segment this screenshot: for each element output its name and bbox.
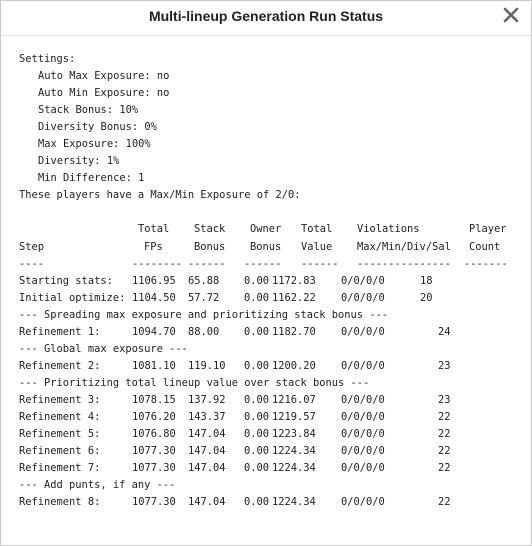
table-header-bottom bbox=[19, 239, 521, 256]
cell-violations: 0/0/0/0 bbox=[341, 274, 385, 287]
cell-stack-bonus: 57.72 bbox=[188, 291, 220, 304]
setting-diversity-bonus: Diversity Bonus: 0% bbox=[38, 121, 157, 134]
header-stack-bonus: Bonus bbox=[194, 240, 226, 253]
cell-total-value: 1216.07 bbox=[272, 393, 316, 406]
section-divider: --- Spreading max exposure and prioritizing stack bonus --- bbox=[19, 308, 389, 321]
cell-player-count: 22 bbox=[438, 462, 451, 475]
run-status-log bbox=[19, 51, 521, 545]
table-row bbox=[19, 358, 521, 375]
header-top-total: Total bbox=[138, 223, 170, 236]
header-top-stack: Stack bbox=[194, 223, 226, 236]
cell-owner-bonus: 0.00 bbox=[244, 428, 270, 441]
setting-auto-max-exposure: Auto Max Exposure: no bbox=[38, 70, 170, 83]
header-top-total-value: Total bbox=[301, 223, 333, 236]
setting-min-difference: Min Difference: 1 bbox=[38, 172, 145, 185]
close-button[interactable] bbox=[503, 7, 519, 23]
header-top-player: Player bbox=[469, 223, 507, 236]
table-row bbox=[19, 409, 521, 426]
table-row bbox=[19, 273, 521, 290]
table-header-top bbox=[19, 221, 521, 238]
cell-total-value: 1224.34 bbox=[272, 496, 316, 509]
cell-player-count: 24 bbox=[438, 325, 451, 338]
section-divider: --- Global max exposure --- bbox=[19, 342, 188, 355]
cell-total-value: 1200.20 bbox=[272, 359, 316, 372]
cell-violations: 0/0/0/0 bbox=[341, 325, 385, 338]
cell-violations: 0/0/0/0 bbox=[341, 393, 385, 406]
cell-step: Refinement 7: bbox=[19, 462, 101, 475]
header-top-violations: Violations bbox=[357, 223, 420, 236]
cell-step: Refinement 8: bbox=[19, 496, 101, 509]
cell-violations: 0/0/0/0 bbox=[341, 445, 385, 458]
header-top-owner: Owner bbox=[250, 223, 282, 236]
table-row bbox=[19, 392, 521, 409]
setting-max-exposure: Max Exposure: 100% bbox=[38, 138, 151, 151]
cell-player-count: 22 bbox=[438, 445, 451, 458]
cell-fps: 1077.30 bbox=[132, 445, 176, 458]
dialog-title: Multi-lineup Generation Run Status bbox=[148, 8, 384, 24]
table-divider bbox=[19, 256, 521, 273]
section-divider: --- Add punts, if any --- bbox=[19, 479, 176, 492]
header-value: Value bbox=[301, 240, 333, 253]
cell-stack-bonus: 65.88 bbox=[188, 274, 220, 287]
cell-owner-bonus: 0.00 bbox=[244, 359, 270, 372]
cell-owner-bonus: 0.00 bbox=[244, 445, 270, 458]
cell-owner-bonus: 0.00 bbox=[244, 291, 270, 304]
cell-fps: 1077.30 bbox=[132, 462, 176, 475]
cell-player-count: 20 bbox=[420, 291, 433, 304]
setting-auto-min-exposure: Auto Min Exposure: no bbox=[38, 87, 170, 100]
cell-stack-bonus: 137.92 bbox=[188, 393, 226, 406]
cell-fps: 1076.80 bbox=[132, 428, 176, 441]
cell-violations: 0/0/0/0 bbox=[341, 359, 385, 372]
table-row bbox=[19, 290, 521, 307]
cell-fps: 1078.15 bbox=[132, 393, 176, 406]
cell-stack-bonus: 119.10 bbox=[188, 359, 226, 372]
cell-stack-bonus: 143.37 bbox=[188, 410, 226, 423]
cell-total-value: 1162.22 bbox=[272, 291, 316, 304]
exposure-note: These players have a Max/Min Exposure of 2/0: bbox=[19, 189, 301, 202]
header-count: Count bbox=[469, 240, 501, 253]
table-row bbox=[19, 494, 521, 511]
cell-stack-bonus: 147.04 bbox=[188, 428, 226, 441]
dialog-header bbox=[1, 1, 531, 36]
cell-owner-bonus: 0.00 bbox=[244, 393, 270, 406]
cell-violations: 0/0/0/0 bbox=[341, 428, 385, 441]
divider-value: ------ bbox=[301, 257, 339, 270]
cell-violations: 0/0/0/0 bbox=[341, 496, 385, 509]
cell-stack-bonus: 147.04 bbox=[188, 462, 226, 475]
cell-owner-bonus: 0.00 bbox=[244, 462, 270, 475]
divider-stack: ------ bbox=[188, 257, 226, 270]
table-row bbox=[19, 324, 521, 341]
divider-fps: -------- bbox=[132, 257, 183, 270]
close-icon bbox=[503, 7, 519, 23]
cell-fps: 1081.10 bbox=[132, 359, 176, 372]
settings-heading: Settings: bbox=[19, 53, 76, 65]
cell-fps: 1106.95 bbox=[132, 274, 176, 287]
cell-stack-bonus: 147.04 bbox=[188, 496, 226, 509]
blank-line bbox=[19, 204, 521, 221]
cell-violations: 0/0/0/0 bbox=[341, 410, 385, 423]
cell-total-value: 1172.83 bbox=[272, 274, 316, 287]
cell-fps: 1104.50 bbox=[132, 291, 176, 304]
cell-owner-bonus: 0.00 bbox=[244, 274, 270, 287]
header-fps: FPs bbox=[144, 240, 163, 253]
cell-step: Refinement 4: bbox=[19, 410, 101, 423]
cell-player-count: 22 bbox=[438, 410, 451, 423]
setting-diversity: Diversity: 1% bbox=[38, 155, 120, 168]
table-row bbox=[19, 443, 521, 460]
cell-fps: 1094.70 bbox=[132, 325, 176, 338]
divider-step: ---- bbox=[19, 257, 45, 270]
cell-fps: 1077.30 bbox=[132, 496, 176, 509]
header-owner-bonus: Bonus bbox=[250, 240, 282, 253]
cell-owner-bonus: 0.00 bbox=[244, 410, 270, 423]
cell-step: Refinement 3: bbox=[19, 393, 101, 406]
header-step: Step bbox=[19, 240, 45, 253]
cell-player-count: 23 bbox=[438, 359, 451, 372]
cell-total-value: 1182.70 bbox=[272, 325, 316, 338]
cell-fps: 1076.20 bbox=[132, 410, 176, 423]
cell-total-value: 1224.34 bbox=[272, 462, 316, 475]
cell-step: Refinement 1: bbox=[19, 325, 101, 338]
cell-owner-bonus: 0.00 bbox=[244, 496, 270, 509]
table-row bbox=[19, 426, 521, 443]
cell-player-count: 23 bbox=[438, 393, 451, 406]
cell-owner-bonus: 0.00 bbox=[244, 325, 270, 338]
header-violations: Max/Min/Div/Sal bbox=[357, 240, 451, 253]
table-body bbox=[19, 273, 521, 512]
cell-stack-bonus: 88.00 bbox=[188, 325, 220, 338]
divider-violations: --------------- bbox=[357, 257, 451, 270]
cell-player-count: 22 bbox=[438, 496, 451, 509]
cell-total-value: 1223.84 bbox=[272, 428, 316, 441]
cell-step: Refinement 5: bbox=[19, 428, 101, 441]
cell-stack-bonus: 147.04 bbox=[188, 445, 226, 458]
cell-step: Refinement 6: bbox=[19, 445, 101, 458]
section-divider: --- Prioritizing total lineup value over stack bonus --- bbox=[19, 376, 370, 389]
cell-violations: 0/0/0/0 bbox=[341, 462, 385, 475]
cell-player-count: 22 bbox=[438, 428, 451, 441]
setting-stack-bonus: Stack Bonus: 10% bbox=[38, 104, 139, 117]
divider-count: ------- bbox=[464, 257, 508, 270]
table-row bbox=[19, 460, 521, 477]
cell-step: Initial optimize: bbox=[19, 291, 126, 304]
cell-player-count: 18 bbox=[420, 274, 433, 287]
cell-total-value: 1219.57 bbox=[272, 410, 316, 423]
divider-owner: ------ bbox=[244, 257, 282, 270]
cell-violations: 0/0/0/0 bbox=[341, 291, 385, 304]
cell-step: Refinement 2: bbox=[19, 359, 101, 372]
cell-step: Starting stats: bbox=[19, 274, 113, 287]
cell-total-value: 1224.34 bbox=[272, 445, 316, 458]
